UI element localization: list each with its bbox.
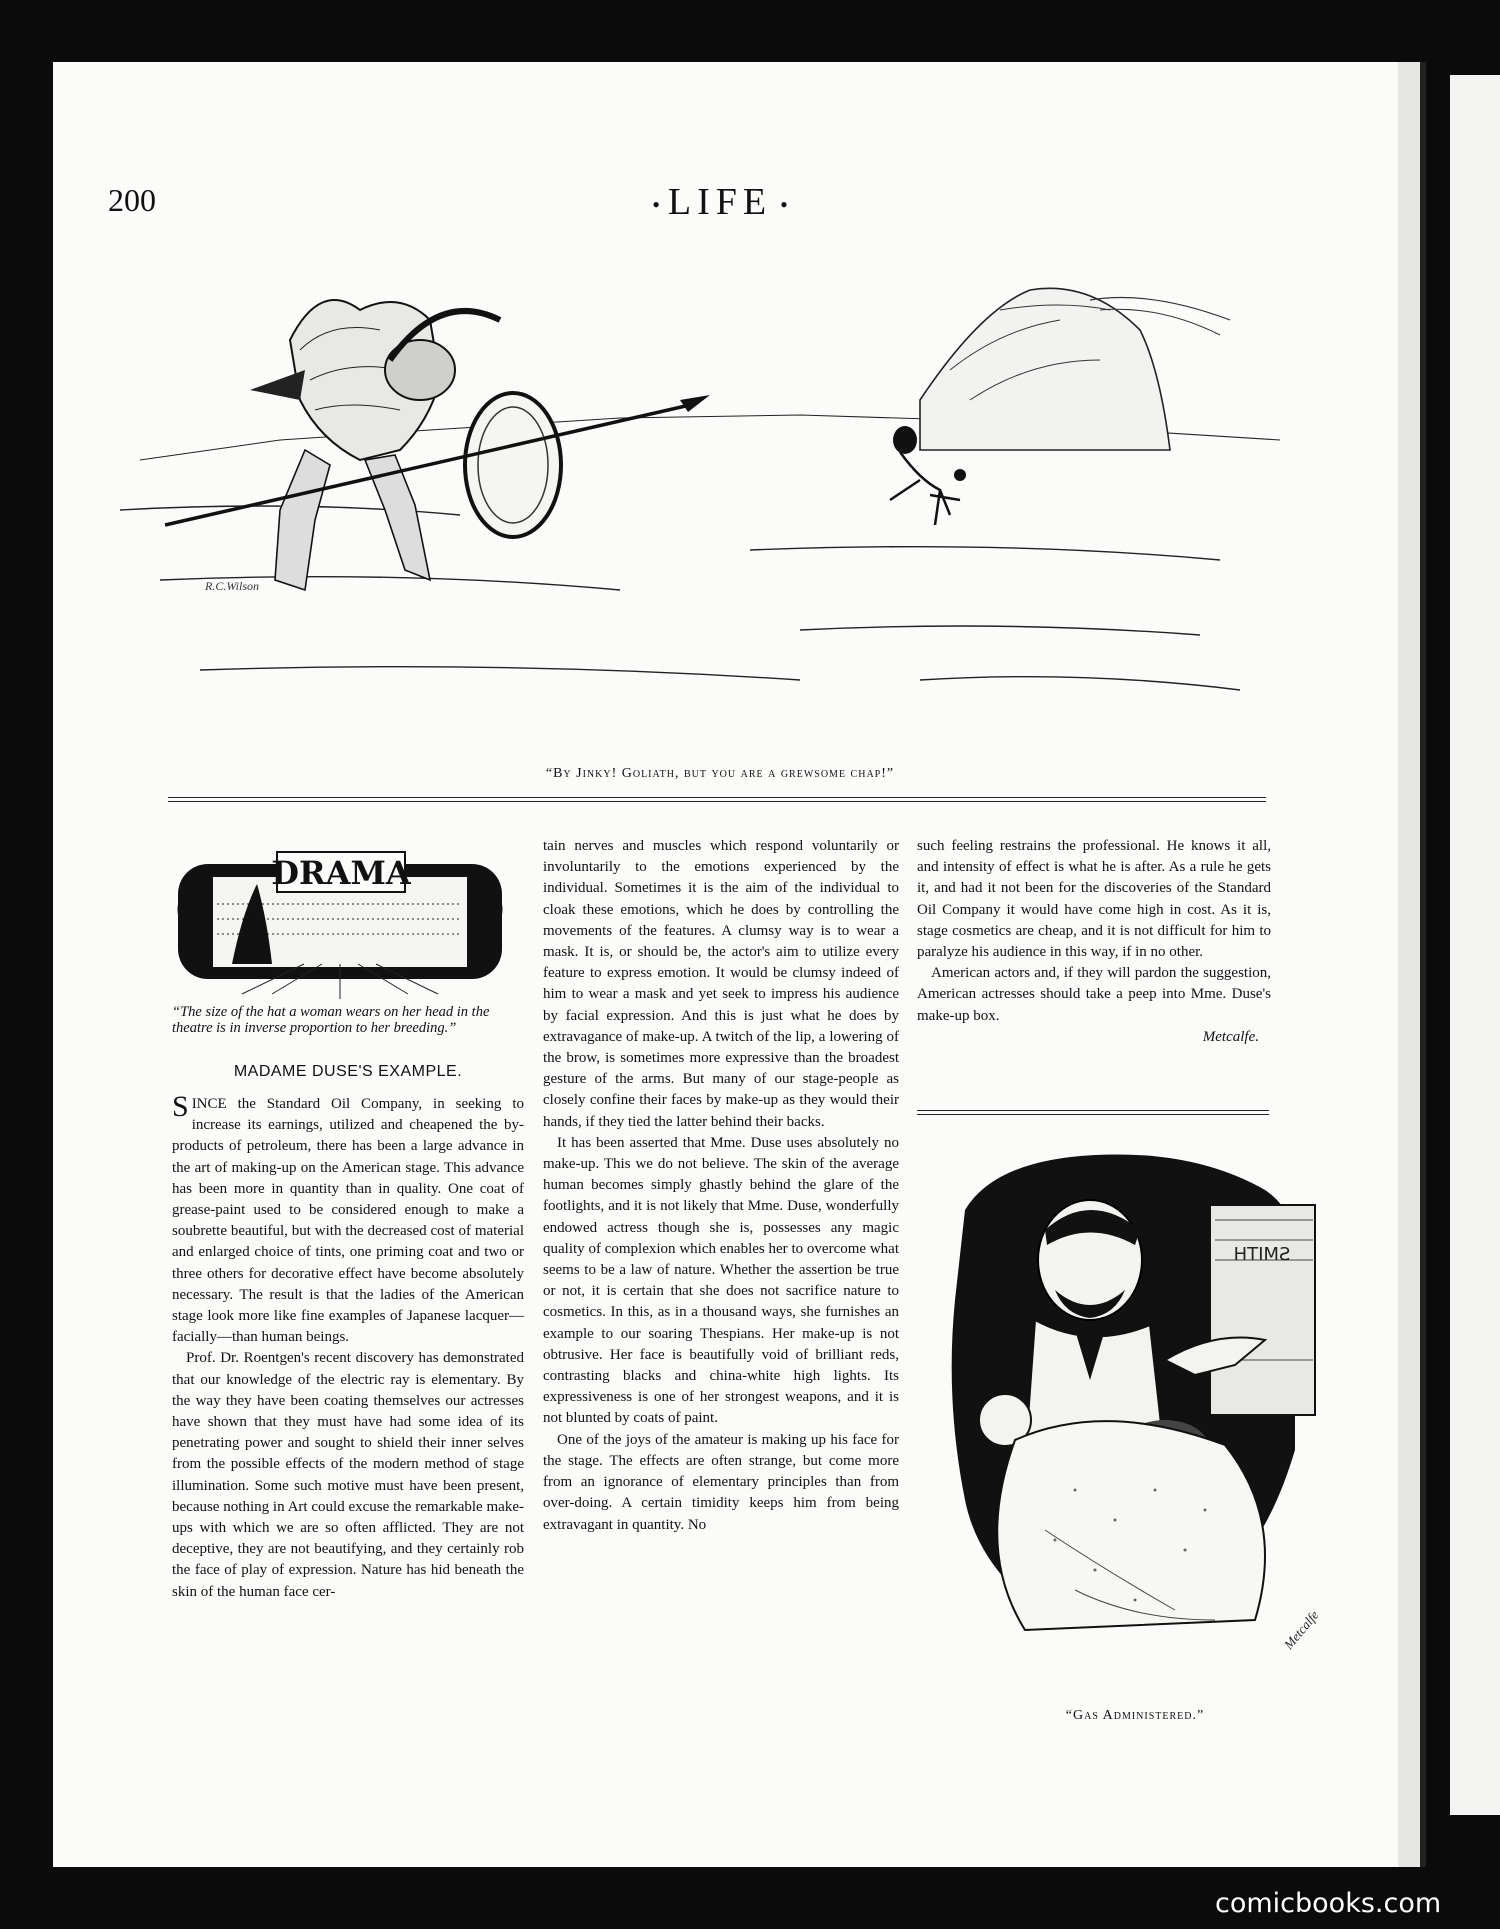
hill bbox=[920, 288, 1230, 450]
article-signature: Metcalfe. bbox=[1202, 1028, 1259, 1045]
page-spine bbox=[1398, 62, 1420, 1867]
gas-cartoon-artist: Metcalfe bbox=[1280, 1607, 1322, 1652]
paragraph: It has been asserted that Mme. Duse uses absolutely no make-up. This we do not believe. The skin of the average human becomes simply ghastly behind the glare of the footlights, and it is not likely that Mme. Duse, wonderfully endowed actress though she is, possesses any magic quality of complexion which enables her to overcome what seems to be a law of nature. Whether the assertion be true or not, it is certain that she does not sacrifice nature to cosmetics. In this, as in a thousand ways, she furnishes an example to our soaring Thespians. Her make-up is not obtrusive. Her face is beautifully void of brilliant reds, contrasting blacks and china-white high lights. Its expressiveness is one of her strongest weapons, and it is not blunted by coats of paint. bbox=[543, 1134, 899, 1427]
paragraph: American actors and, if they will pardon the suggestion, American actresses should take a peep into Mme. Duse's make-up box. bbox=[917, 965, 1271, 1024]
masthead-dot-right: • bbox=[780, 192, 788, 218]
article-column-2 bbox=[543, 836, 899, 1536]
paragraph: tain nerves and muscles which respond voluntarily or involuntarily to the emotions experienced by the individual. Sometimes it is the aim of the individual to cloak these emotions, which he does by controlling the movements of the features. A clumsy way is to wear a mask. It is, or should be, the actor's aim to utilize every feature to express emotion. It would be clumsy indeed of him to wear a mask and yet seek to impress his audience by facial expression. And this is just what he does by extravagance of make-up. A twitch of the lip, a lowering of the brow, is sometimes more expressive than the broadest gesture of the arms. But many of our stage-people as closely confine their faces by make-up as they would their hands, if they tied the latter behind their backs. bbox=[543, 838, 899, 1130]
drama-epigraph: “The size of the hat a woman wears on her head in the theatre is in inverse proportion to her breeding.” bbox=[172, 1004, 490, 1036]
gas-administered-cartoon bbox=[935, 1150, 1335, 1690]
drama-banner-label: DRAMA bbox=[271, 854, 411, 892]
paragraph: One of the joys of the amateur is making up his face for the stage. The effects are often strange, but come more from an ignorance of elementary principles than from over-doing. A certain timidity keeps him from being extravagant in quantity. No bbox=[543, 1431, 899, 1533]
top-cartoon-caption: “By Jinky! Goliath, but you are a grewsome chap!” bbox=[545, 766, 895, 781]
magazine-title: LIFE bbox=[667, 181, 773, 223]
paragraph: such feeling restrains the professional. He knows it all, and intensity of effect is what he is after. As a rule he gets it, and had it not been for the discoveries of the Standard Oil Company it would have come high in cost. As it is, stage cosmetics are cheap, and it is not difficult for him to paralyze his audience in this way, if in no other. bbox=[917, 838, 1271, 961]
masthead-dot-left: • bbox=[652, 192, 660, 218]
facing-page-edge bbox=[1450, 75, 1500, 1815]
paragraph: Prof. Dr. Roentgen's recent discovery has demonstrated that our knowledge of the electric ray is elementary. By the way they have been coating themselves our actresses have shown that they must have had some idea of its penetrating power and sought to shield their inner selves from the possible effects of the modern method of stage illumination. Some such motive must have been present, because nothing in Art could excuse the remarkable make-ups with which we are so often afflicted. They are not deceptive, they are not beautifying, and they certainly rob the face of play of expression. Nature has hid beneath the skin of the human face cer- bbox=[172, 1350, 524, 1600]
section-divider bbox=[168, 797, 1266, 802]
spine-shadow bbox=[1420, 62, 1426, 1867]
article-column-1 bbox=[172, 1090, 524, 1603]
drama-banner bbox=[172, 844, 508, 1004]
site-watermark: comicbooks.com bbox=[1215, 1888, 1442, 1919]
gas-cartoon-caption: “Gas Administered.” bbox=[1065, 1708, 1205, 1723]
goliath-cartoon bbox=[100, 250, 1280, 740]
mirror-sign-text: SMITH bbox=[1233, 1244, 1291, 1265]
column-divider bbox=[917, 1110, 1269, 1115]
top-cartoon-signature: R.C.Wilson bbox=[205, 579, 260, 593]
article-title: MADAME DUSE'S EXAMPLE. bbox=[233, 1063, 463, 1080]
article-column-3 bbox=[917, 836, 1271, 1048]
paragraph: SINCE the Standard Oil Company, in seeking to increase its earnings, utilized and cheapened the by-products of petroleum, there has been a large advance in the art of making-up on the American stage. This advance has been more in quantity than in quality. One coat of grease-paint used to be considered enough to make a soubrette beautiful, but with the decreased cost of material and enlarged choice of tints, one priming coat and two or three others for decorative effect have become absolutely necessary. The result is that the ladies of the American stage look more like fine examples of Japanese lacquer—facially—than human beings. bbox=[172, 1090, 524, 1346]
masthead bbox=[560, 180, 880, 224]
page-number: 200 bbox=[108, 182, 156, 218]
